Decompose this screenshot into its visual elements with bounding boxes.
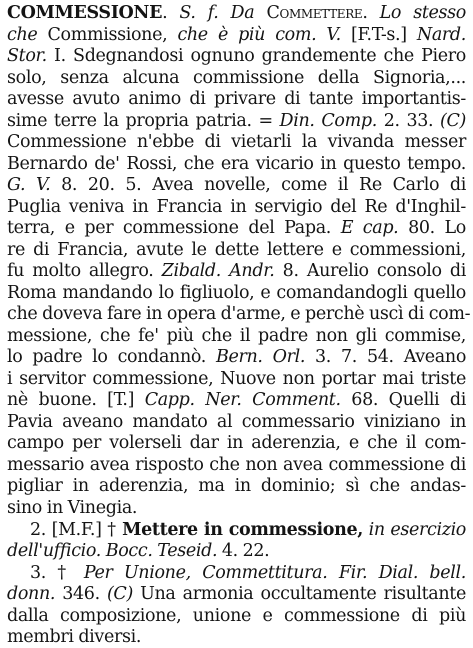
roman-text: dalla composizione, unione e commessione di più: [7, 606, 466, 626]
roman-text: pigliar in aderenzia, ma in dominio; sì che andas-: [7, 476, 466, 496]
entry-line: [7, 67, 466, 89]
roman-text: 346.: [55, 584, 107, 604]
italic-text: Per Unione, Commettitura. Fir. Dial. bell.: [83, 563, 466, 583]
entry-line: [7, 153, 466, 175]
entry-line: [7, 260, 466, 282]
entry-line: [7, 626, 141, 648]
roman-text: i servitor commessione, Nuove non portar mai triste: [7, 369, 466, 389]
roman-text: 8. 20. 5. Avea novelle, come il Re Carlo di: [50, 175, 467, 195]
roman-text: avesse avuto animo di privare di tante importantis-: [7, 89, 466, 109]
roman-text: Bernardo de' Rossi, che era vicario in questo tempo.: [7, 154, 466, 174]
roman-text: sime terre la propria patria. =: [7, 111, 280, 131]
italic-text: che è più com. V.: [177, 25, 341, 45]
italic-text: (C): [440, 111, 467, 131]
italic-text: Stor.: [7, 46, 47, 66]
entry-line: [7, 239, 466, 261]
italic-text: Lo stesso: [379, 3, 466, 23]
entry-line: [7, 217, 466, 239]
roman-text: .: [362, 3, 380, 23]
small-caps-text: Commettere: [266, 3, 363, 23]
roman-text: Puglia veniva in Francia in servigio del Re d'Inghil-: [7, 197, 466, 217]
italic-text: che: [7, 25, 38, 45]
roman-text: .: [162, 3, 180, 23]
entry-line: [7, 282, 466, 304]
roman-text: terra, e per commessione del Papa.: [7, 218, 341, 238]
roman-text: Roma mandando lo figliuolo, e comandandogli quello: [7, 283, 466, 303]
roman-text: re di Francia, avute le dette lettere e commessioni,: [7, 240, 466, 260]
roman-text: lo padre lo condannò.: [7, 347, 216, 367]
roman-text: I. Sdegnandosi ognuno grandemente che Piero: [46, 46, 466, 66]
italic-text: Bern. Orl.: [215, 347, 306, 367]
entry-line: [7, 475, 466, 497]
entry-line: [7, 497, 137, 519]
roman-text: 4. 22.: [217, 541, 270, 561]
entry-line: [7, 605, 466, 627]
roman-text: 3. 7. 54. Aveano: [305, 347, 466, 367]
entry-line: [7, 45, 466, 67]
italic-text: Nard.: [416, 25, 466, 45]
italic-text: dell'ufficio. Bocc. Teseid.: [7, 541, 218, 561]
entry-line: [7, 540, 269, 562]
entry-line: [7, 88, 466, 110]
roman-text: [F.T-s.]: [340, 25, 417, 45]
roman-text: 2. [M.F.] †: [30, 520, 123, 540]
entry-line: [7, 2, 466, 24]
entry-line: [7, 174, 466, 196]
roman-text: Commessione n'ebbe di vietarli la vivanda messer: [7, 132, 466, 152]
roman-text: sino in Vinegia.: [7, 498, 138, 518]
entry-line: [30, 562, 466, 584]
italic-text: G. V.: [7, 175, 51, 195]
entry-line: [7, 24, 466, 46]
italic-text: donn.: [7, 584, 56, 604]
entry-line: [7, 583, 466, 605]
entry-line: [7, 110, 466, 132]
italic-text: E cap.: [340, 218, 399, 238]
roman-text: Pavia aveano mandato al commessario viniziano in: [7, 412, 466, 432]
roman-text: [254, 3, 266, 23]
italic-text: Din. Comp.: [279, 111, 377, 131]
roman-text: 2. 33.: [376, 111, 441, 131]
roman-text: 8. Aurelio consolo di: [274, 261, 466, 281]
roman-text: 68. Quelli di: [340, 390, 466, 410]
roman-text: campo per volerseli dar in aderenzia, e che il com-: [7, 433, 466, 453]
entry-line: [7, 454, 466, 476]
italic-text: Capp. Ner. Comment.: [144, 390, 341, 410]
roman-text: nè buone. [T.]: [7, 390, 145, 410]
bold-text: Mettere in commessione,: [122, 520, 363, 540]
roman-text: Una armonia occultamente risultante: [132, 584, 466, 604]
italic-text: in esercizio: [368, 520, 466, 540]
bold-text: COMMESSIONE: [7, 3, 163, 23]
roman-text: 80. Lo: [398, 218, 466, 238]
roman-text: fu molto allegro.: [7, 261, 162, 281]
italic-text: (C): [106, 584, 133, 604]
roman-text: che doveva fare in opera d'arme, e perchè uscì di com-: [7, 304, 471, 324]
roman-text: solo, senza alcuna commissione della Signoria,...: [7, 68, 466, 88]
entry-line: [7, 346, 466, 368]
entry-line: [7, 389, 466, 411]
roman-text: Commissione,: [37, 25, 178, 45]
entry-line: [7, 131, 466, 153]
entry-line: [7, 196, 466, 218]
italic-text: S. f. Da: [179, 3, 255, 23]
entry-line: [7, 303, 471, 325]
roman-text: membri diversi.: [7, 627, 142, 647]
entry-line: [7, 368, 466, 390]
italic-text: Zibald. Andr.: [161, 261, 275, 281]
roman-text: 3. †: [30, 563, 84, 583]
roman-text: messario avea risposto che non avea commessione di: [7, 455, 466, 475]
entry-line: [30, 519, 466, 541]
entry-line: [7, 325, 466, 347]
entry-line: [7, 432, 466, 454]
entry-line: [7, 411, 466, 433]
roman-text: messione, che fe' più che il padre non gli commise,: [7, 326, 466, 346]
